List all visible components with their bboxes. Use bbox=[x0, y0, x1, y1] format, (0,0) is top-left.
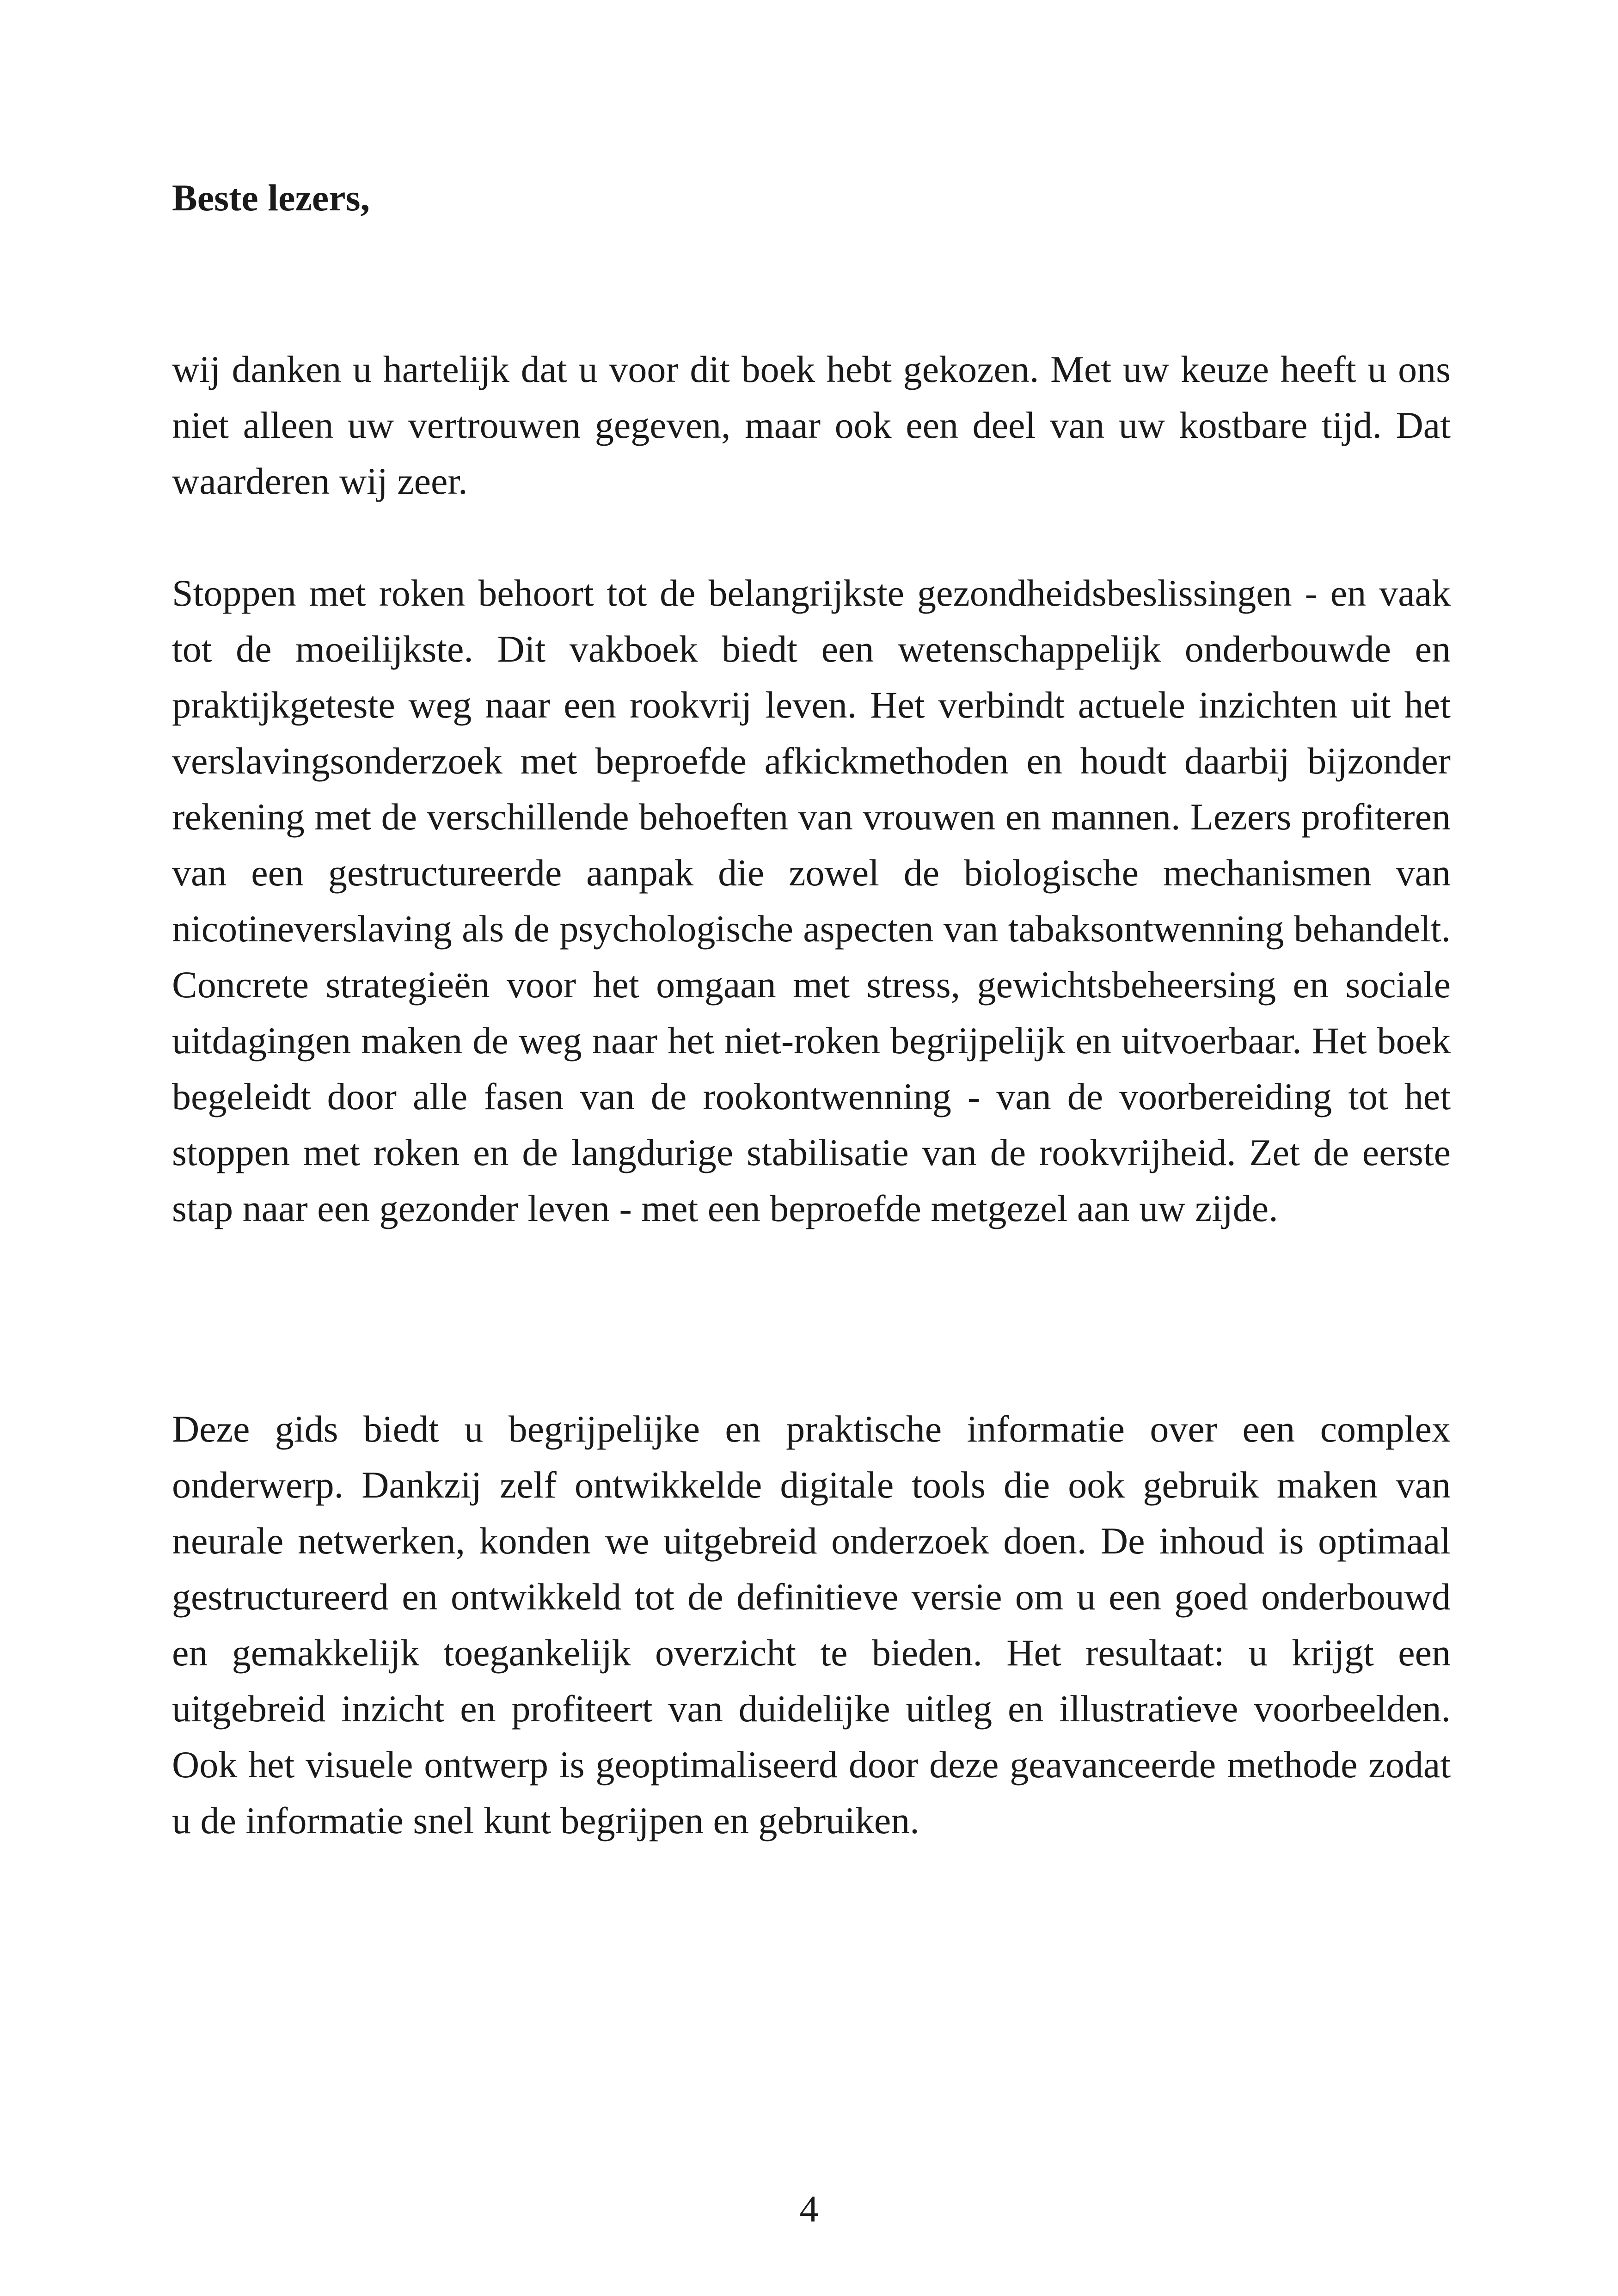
paragraph-guide-info: Deze gids biedt u begrijpelijke en praktische informatie over een complex onderwerp. Dankzij zelf ontwikkelde digitale tools die ook gebruik maken van neurale netwerken, konden we uitgebreid onderzoek doen. De inhoud is optimaal gestructureerd en ontwikkeld tot de definitieve versie om u een goed onderbouwd en gemakkelijk toegankelijk overzicht te bieden. Het resultaat: u krijgt een uitgebreid inzicht en profiteert van duidelijke uitleg en illustratieve voorbeelden. Ook het visuele ontwerp is geoptimaliseerd door deze geavanceerde methode zodat u de informatie snel kunt begrijpen en gebruiken. bbox=[172, 1408, 1451, 1842]
page-number: 4 bbox=[799, 2188, 819, 2230]
paragraph-thanks: wij danken u hartelijk dat u voor dit boek hebt gekozen. Met uw keuze heeft u ons niet alleen uw vertrouwen gegeven, maar ook een deel van uw kostbare tijd. Dat waarderen wij zeer. bbox=[172, 348, 1451, 502]
greeting-heading: Beste lezers, bbox=[172, 177, 370, 219]
paragraph-book-description: Stoppen met roken behoort tot de belangrijkste gezondheidsbeslissingen - en vaak tot de moeilijkste. Dit vakboek biedt een wetenschappelijk onderbouwde en praktijkgeteste weg naar een rookvrij leven. Het verbindt actuele inzichten uit het verslavingsonderzoek met beproefde afkickmethoden en houdt daarbij bijzonder rekening met de verschillende behoeften van vrouwen en mannen. Lezers profiteren van een gestructureerde aanpak die zowel de biologische mechanismen van nicotineverslaving als de psychologische aspecten van tabaksontwenning behandelt. Concrete strategieën voor het omgaan met stress, gewichtsbeheersing en sociale uitdagingen maken de weg naar het niet-roken begrijpelijk en uitvoerbaar. Het boek begeleidt door alle fasen van de rookontwenning - van de voorbereiding tot het stoppen met roken en de langdurige stabilisatie van de rookvrijheid. Zet de eerste stap naar een gezonder leven - met een beproefde metgezel aan uw zijde. bbox=[172, 572, 1451, 1229]
